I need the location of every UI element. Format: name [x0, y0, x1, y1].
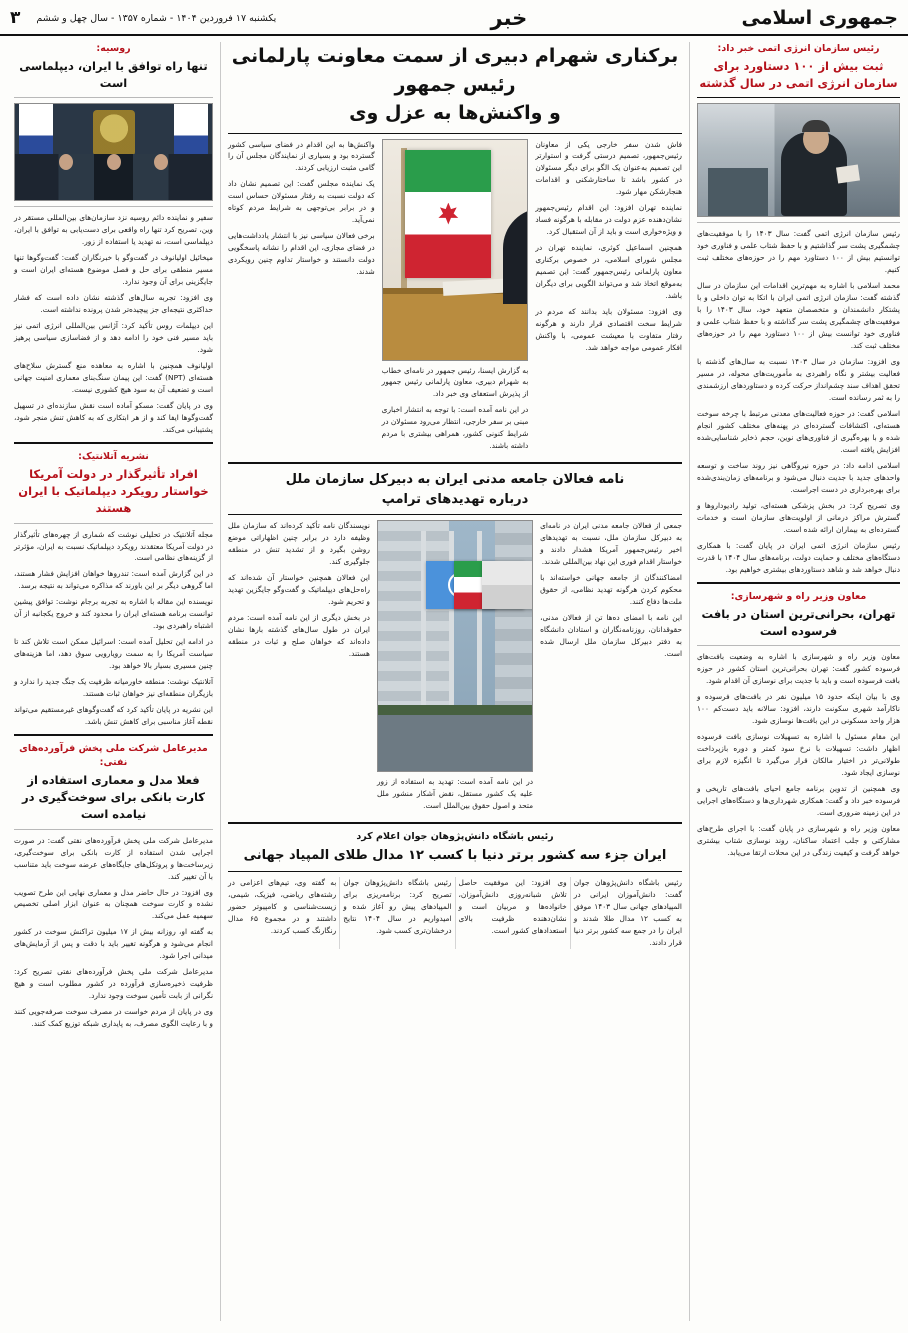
- page-number: ۳: [10, 8, 21, 28]
- article-body: [14, 835, 213, 1031]
- paragraph: در بخش دیگری از این نامه آمده است: مردم ایران در طول سال‌های گذشته بارها نشان داده‌اند که خواهان صلح و ثبات در منطقه هستند.: [228, 613, 370, 659]
- main-headline-line1: برکناری شهرام دبیری از سمت معاونت پارلمانی رئیس جمهور: [231, 45, 679, 96]
- photo-president-desk: [382, 139, 529, 361]
- paragraph: وی افزود: تجربه سال‌های گذشته نشان داده است که فشار حداکثری نتیجه‌ای جز پیچیده‌تر شدن پرونده نداشته است.: [14, 293, 213, 315]
- paragraph: نویسنده این مقاله با اشاره به تجربه برجام نوشت: توافق پیشین توانست برنامه هسته‌ای ایران را محدود کند و خروج یکجانبه از آن اشتباه راهبردی بود.: [14, 597, 213, 631]
- paragraph: برخی فعالان سیاسی نیز با انتشار یادداشت‌هایی در فضای مجازی، این اقدام را نشانه پاسخگویی دولت دانستند و خواستار تداوم چنین رویکردی شدند.: [227, 231, 375, 277]
- paragraph: سفیر و نماینده دائم روسیه نزد سازمان‌های بین‌المللی مستقر در وین، تصریح کرد تنها راه واقعی برای دست‌یابی به توافق با ایران، دیپلماسی است، نه تهدید یا استفاده از زور.: [14, 213, 213, 247]
- paragraph: این نامه با امضای ده‌ها تن از فعالان مدنی، حقوقدانان، روزنامه‌نگاران و استادان دانشگاه به دفتر دبیرکل سازمان ملل ارسال شده است.: [540, 613, 682, 659]
- un-headline-line1: نامه فعالان جامعه مدنی ایران به دبیرکل سازمان ملل: [285, 472, 625, 488]
- paragraph: به گفته او، روزانه بیش از ۱۷ میلیون تراکنش سوخت در کشور انجام می‌شود و هرگونه تغییر باید با دقت و پس از آزمایش‌های میدانی اجرا شود.: [14, 927, 213, 961]
- article-deputy-dismissal: [228, 42, 682, 456]
- article-atomic-energy: [697, 42, 900, 576]
- article-body-under-photo: [382, 365, 529, 453]
- column-right: [690, 42, 900, 1321]
- paragraph: محمد اسلامی با اشاره به مهم‌ترین اقدامات این سازمان در سال گذشته گفت: سازمان انرژی اتمی ایران با اتکا به توان داخلی و با پشتکار دانشمندان و متخصصان متعهد خود، سال ۱۴۰۳ را با موفقیت‌های چشمگیری پشت سر گذاشته و با حفظ شتاب علمی و فناوری خود توانست بیش از ۱۰۰ دستاورد مهم را در حوزه‌های مختلف ثبت کند.: [697, 281, 900, 351]
- photo-official-podium: [697, 103, 900, 217]
- paragraph: این دیپلمات روس تأکید کرد: آژانس بین‌المللی انرژی اتمی نیز باید مسیر فنی خود را ادامه دهد و از فضاسازی سیاسی پرهیز شود.: [14, 321, 213, 355]
- paragraph: فاش شدن سفر خارجی یکی از معاونان رئیس‌جمهور، تصمیم درستی گرفت و استوارتر این تصمیم به‌عنوان یک الگو برای دیگر مسئولان در کشور باشد تا ساختارشکنی و اقدامات هنجارشکن مهار شود.: [535, 139, 682, 197]
- paragraph: رئیس سازمان انرژی اتمی گفت: سال ۱۴۰۳ را با موفقیت‌های چشمگیری پشت سر گذاشتیم و با حفظ شتاب علمی و فناوری خود توانستیم بیش از ۱۰۰ دستاورد مهم را در حوزه‌های مختلف ثبت کنیم.: [697, 229, 901, 275]
- article-kicker: نشریه آتلانتیک:: [78, 451, 149, 462]
- paragraph: آتلانتیک نوشت: منطقه خاورمیانه ظرفیت یک جنگ جدید را ندارد و بازیگران منطقه‌ای نیز خواهان ثبات هستند.: [14, 677, 213, 699]
- paragraph: امضاکنندگان از جامعه جهانی خواسته‌اند با محکوم کردن هرگونه تهدید نظامی، از حقوق ملت‌ها دفاع کنند.: [540, 573, 682, 607]
- paragraph: معاون وزیر راه و شهرسازی با اشاره به وضعیت بافت‌های فرسوده کشور گفت: تهران بحرانی‌ترین استان کشور در حوزه بافت فرسوده است و باید با جدیت برای نوسازی آن اقدام شود.: [697, 652, 900, 686]
- paragraph: وی با بیان اینکه حدود ۱۵ میلیون نفر در بافت‌های فرسوده و ناکارآمد شهری سکونت دارند، افزود: سالانه باید دست‌کم ۱۰۰ هزار واحد مسکونی در این بافت‌ها نوسازی شود.: [697, 692, 900, 726]
- article-body: [697, 228, 900, 576]
- article-body: [228, 877, 682, 949]
- article-body: [14, 529, 213, 729]
- paragraph: این مقام مسئول با اشاره به تسهیلات نوسازی بافت فرسوده اظهار داشت: تسهیلات با نرخ سود کمتر و دوره بازپرداخت طولانی‌تر در اختیار مالکان قرار می‌گیرد تا انگیزه لازم برای نوسازی ایجاد شود.: [697, 732, 900, 777]
- article-headline: افراد تأثیرگذار در دولت آمریکا خواستار رویکرد دیپلماتیک با ایران هستند: [18, 466, 209, 516]
- paragraph: واکنش‌ها به این اقدام در فضای سیاسی کشور گسترده بود و بسیاری از نمایندگان مجلس آن را گامی مثبت ارزیابی کردند.: [227, 139, 375, 173]
- article-olympiad-medals: [228, 830, 682, 948]
- paragraph: وی افزود: سازمان در سال ۱۴۰۳ نسبت به سال‌های گذشته با فعالیت بیشتر و نگاه راهبردی به مأموریت‌های محوله، در مسیر تحقق اهداف سند چشم‌انداز حرکت کرده و دستاوردهای ارزشمندی را به ثمر رسانده است.: [697, 357, 900, 403]
- article-civil-society-letter: [228, 470, 682, 816]
- page-content: [0, 36, 908, 1329]
- paragraph: به گزارش ایسنا، رئیس جمهور در نامه‌ای خطاب به شهرام دبیری، معاون پارلمانی رئیس جمهور از پذیرش استعفای وی خبر داد.: [381, 365, 529, 399]
- paragraph: معاون وزیر راه و شهرسازی در پایان گفت: با اجرای طرح‌های مشارکتی و جلب اعتماد ساکنان، روند نوسازی شتاب بیشتری خواهد گرفت و کیفیت زندگی در این محلات ارتقا می‌یابد.: [697, 823, 900, 857]
- un-headline-line2: درباره تهدیدهای ترامپ: [381, 491, 529, 507]
- paragraph: وی در پایان گفت: مسکو آماده است نقش سازنده‌ای در تسهیل گفت‌وگوها ایفا کند و از هر ابتکاری که به کاهش تنش منجر شود، پشتیبانی می‌کند.: [14, 401, 213, 435]
- section-title: خبر: [490, 6, 528, 30]
- article-headline: ایران جزء سه کشور برتر دنیا با کسب ۱۲ مدال طلای المپیاد جهانی: [243, 848, 667, 864]
- paragraph: اولیانوف همچنین با اشاره به معاهده منع گسترش سلاح‌های هسته‌ای (NPT) گفت: این پیمان سنگ‌بنای معماری امنیت جهانی است و تضعیف آن به سود هیچ کشوری نیست.: [14, 361, 213, 395]
- paragraph: اسلامی گفت: در حوزه فعالیت‌های معدنی مرتبط با چرخه سوخت هسته‌ای، اکتشافات گسترده‌ای در پهنه‌های مختلف کشور انجام شده و با بهره‌گیری از فناوری‌های نوین، حجم ذخایر شناسایی‌شده افزایش یافته است.: [697, 409, 900, 454]
- photo-un-flags: [377, 520, 533, 772]
- paragraph: به گفته وی، تیم‌های اعزامی در رشته‌های ریاضی، فیزیک، شیمی، زیست‌شناسی و کامپیوتر حضور داشتند و در مجموع ۶۵ مدال رنگارنگ کسب کردند.: [228, 877, 337, 935]
- main-headline-line2: و واکنش‌ها به عزل وی: [349, 102, 561, 124]
- column-middle: [220, 42, 690, 1321]
- article-kicker: رئیس سازمان انرژی اتمی خبر داد:: [717, 43, 880, 54]
- paragraph: وی تصریح کرد: در بخش پزشکی هسته‌ای، تولید رادیوداروها و گسترش مراکز درمانی از اولویت‌های سازمان است و خدمات گسترده‌ای به بیماران ارائه شده است.: [697, 500, 900, 534]
- article-urban-renewal: [697, 590, 900, 859]
- article-headline: ثبت بیش از ۱۰۰ دستاورد برای سازمان انرژی اتمی در سال گذشته: [699, 58, 898, 91]
- photo-russia-meeting: [14, 103, 213, 201]
- paragraph: همچنین اسماعیل کوثری، نماینده تهران در مجلس شورای اسلامی، در خصوص برکناری معاون پارلمانی رئیس‌جمهور گفت: این تصمیم به‌موقع اتخاذ شد و می‌تواند الگویی برای دیگران باشد.: [535, 243, 682, 301]
- paragraph: نماینده تهران افزود: این اقدام رئیس‌جمهور نشان‌دهنده عزم دولت در مقابله با هرگونه فساد و ویژه‌خواری است و باید از آن استقبال کرد.: [535, 203, 682, 237]
- article-body-under-photo: [377, 776, 533, 812]
- column-left: [14, 42, 220, 1321]
- paragraph: در ادامه این تحلیل آمده است: اسرائیل ممکن است تلاش کند تا سیاست آمریکا را به سمت رویارویی سوق دهد، اما هزینه‌های چنین مسیری بسیار بالا خواهد بود.: [14, 637, 213, 671]
- issue-info: یکشنبه ۱۷ فروردین ۱۴۰۴ - شماره ۱۳۵۷ - سال چهل و ششم: [36, 12, 277, 24]
- paragraph: وی در پایان از مردم خواست در مصرف سوخت صرفه‌جویی کنند و با رعایت الگوی مصرف، به پایداری شبکه توزیع کمک کنند.: [14, 1007, 213, 1029]
- article-body-right: [228, 139, 375, 283]
- article-kicker: مدیرعامل شرکت ملی پخش فرآورده‌های نفتی:: [19, 743, 208, 769]
- article-kicker: معاون وزیر راه و شهرسازی:: [730, 590, 867, 602]
- article-headline: تنها راه توافق با ایران، دیپلماسی است: [19, 58, 208, 91]
- article-headline: تهران، بحرانی‌ترین استان در بافت فرسوده است: [701, 606, 896, 638]
- paragraph: رئیس سازمان انرژی اتمی ایران در پایان گفت: با همکاری دستگاه‌های مختلف و حمایت دولت، برنامه‌های سال ۱۴۰۴ با قدرت دنبال خواهد شد و شاهد دستاوردهای بیشتری خواهیم بود.: [697, 540, 900, 574]
- article-body: [14, 212, 213, 436]
- paragraph: مدیرعامل شرکت ملی پخش فرآورده‌های نفتی گفت: در صورت اجرایی شدن استفاده از کارت بانکی برای سوخت‌گیری، زیرساخت‌ها و پروتکل‌های جایگاه‌های عرضه سوخت باید متناسب با آن تغییر کند.: [14, 835, 213, 881]
- newspaper-logo: جمهوری اسلامی: [741, 7, 898, 29]
- paragraph: در این گزارش آمده است: تندروها خواهان افزایش فشار هستند، اما گروهی دیگر بر این باورند که مذاکره می‌تواند به نتیجه برسد.: [14, 569, 213, 591]
- paragraph: وی همچنین از تدوین برنامه جامع احیای بافت‌های تاریخی و فرسوده خبر داد و گفت: همکاری شهرداری‌ها و دستگاه‌های اجرایی در این زمینه ضروری است.: [697, 783, 900, 817]
- paragraph: رئیس باشگاه دانش‌پژوهان جوان گفت: دانش‌آموزان ایرانی در المپیادهای جهانی سال ۱۴۰۳ موفق به کسب ۱۲ مدال طلا شدند و ایران را در جمع سه کشور برتر دنیا قرار دادند.: [573, 877, 682, 947]
- paragraph: یک نماینده مجلس گفت: این تصمیم نشان داد که دولت نسبت به رفتار مسئولان حساس است و در برابر بی‌توجهی به شرایط مردم کوتاه نمی‌آید.: [227, 179, 375, 225]
- article-atlantic-analysis: [14, 450, 213, 728]
- paragraph: این نشریه در پایان تأکید کرد که گفت‌وگوهای غیرمستقیم می‌تواند نقطه آغاز مناسبی برای کاهش تنش باشد.: [14, 705, 213, 727]
- article-body: [697, 651, 900, 859]
- article-kicker: روسیه:: [96, 43, 131, 54]
- article-body-col3: [228, 520, 370, 664]
- paragraph: اسلامی ادامه داد: در حوزه نیروگاهی نیز روند ساخت و توسعه واحدهای جدید با جدیت دنبال می‌شود و برنامه‌های زمان‌بندی‌شده برای بهره‌برداری در دست اجراست.: [697, 460, 900, 494]
- paragraph: مدیرعامل شرکت ملی پخش فرآورده‌های نفتی تصریح کرد: ظرفیت ذخیره‌سازی فرآورده در کشور مطلوب است و هیچ نگرانی از بابت تأمین سوخت وجود ندارد.: [14, 967, 213, 1001]
- paragraph: در این نامه آمده است: تهدید به استفاده از زور علیه یک کشور مستقل، نقض آشکار منشور ملل متحد و اصول حقوق بین‌الملل است.: [376, 777, 534, 811]
- masthead-right: [742, 7, 898, 29]
- paragraph: این فعالان همچنین خواستار آن شده‌اند که راه‌حل‌های دیپلماتیک و گفت‌وگو جایگزین تهدید و تحریم شود.: [228, 573, 370, 607]
- masthead-left: [10, 8, 276, 28]
- article-fuel-card: [14, 742, 213, 1030]
- paragraph: جمعی از فعالان جامعه مدنی ایران در نامه‌ای به دبیرکل سازمان ملل، نسبت به تهدیدهای اخیر رئیس‌جمهور آمریکا هشدار دادند و خواستار اقدام فوری این نهاد بین‌المللی شدند.: [540, 521, 682, 567]
- article-body-left: [535, 139, 682, 359]
- article-kicker: رئیس باشگاه دانش‌پژوهان جوان اعلام کرد: [356, 831, 554, 843]
- masthead: [0, 0, 908, 36]
- paragraph: وی افزود: مسئولان باید بدانند که مردم در شرایط سخت اقتصادی قرار دارند و هرگونه رفتار متفاوت با معیشت عمومی، با واکنش افکار عمومی مواجه خواهد شد.: [535, 307, 682, 353]
- article-russia-diplomacy: [14, 42, 213, 436]
- paragraph: در این نامه آمده است: با توجه به انتشار اخباری مبنی بر سفر خارجی، انتظار می‌رود مسئولان در شرایط کنونی کشور، همراهی بیشتری با مردم داشته باشند.: [381, 405, 529, 451]
- paragraph: رئیس باشگاه دانش‌پژوهان جوان تصریح کرد: برنامه‌ریزی برای المپیادهای پیش رو آغاز شده و امیدواریم در سال ۱۴۰۴ نتایج درخشان‌تری کسب شود.: [343, 877, 452, 935]
- paragraph: میخائیل اولیانوف در گفت‌وگو با خبرنگاران گفت: گفت‌وگوها تنها مسیر منطقی برای حل و فصل موضوع هسته‌ای ایران است و جایگزینی برای آن وجود ندارد.: [14, 253, 213, 287]
- paragraph: نویسندگان نامه تأکید کرده‌اند که سازمان ملل وظیفه دارد در برابر چنین اظهاراتی موضع روشن بگیرد و از تشدید تنش در منطقه جلوگیری کند.: [228, 521, 370, 567]
- paragraph: وی افزود: این موفقیت حاصل تلاش شبانه‌روزی دانش‌آموزان، خانواده‌ها و مربیان است و نشان‌دهنده ظرفیت بالای استعدادهای کشور است.: [458, 877, 567, 935]
- paragraph: وی افزود: در حال حاضر مدل و معماری نهایی این طرح تصویب نشده و کارت سوخت همچنان به عنوان ابزار اصلی تخصیص سهمیه عمل می‌کند.: [14, 887, 213, 921]
- paragraph: مجله آتلانتیک در تحلیلی نوشت که شماری از چهره‌های تأثیرگذار در دولت آمریکا معتقدند رویکرد دیپلماتیک نسبت به ایران، مؤثرتر از گزینه‌های نظامی است.: [14, 529, 213, 563]
- article-body-col1: [540, 520, 682, 664]
- article-headline: فعلا مدل و معماری استفاده از کارت بانکی برای سوخت‌گیری در نیامده است: [21, 772, 205, 822]
